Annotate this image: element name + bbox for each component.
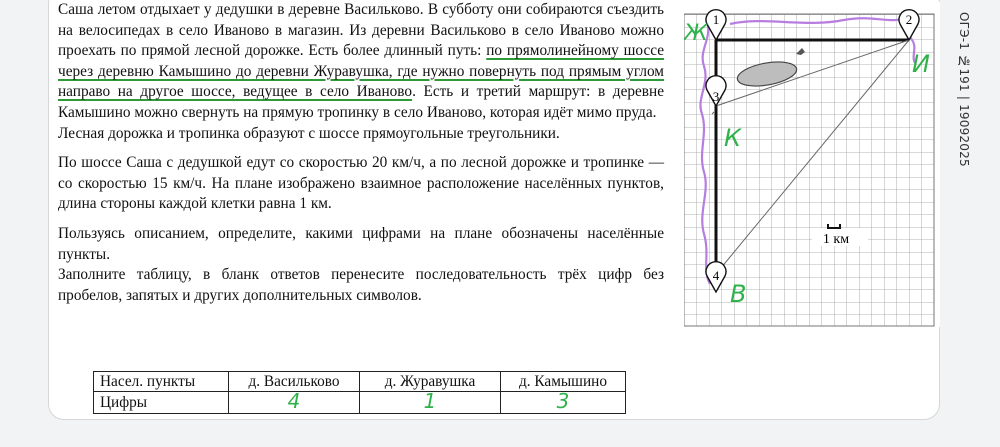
handwritten-letter-k: К bbox=[724, 124, 742, 152]
text-fragment: Саша летом отдыхает у дедушки в деревне Васильково. В субботу они собираются съездить на велосипедах в село Иваново в магазин. Из деревни Васильково в село Иваново можно проехать по прямой лесной дорожке. Есть более длинный путь: bbox=[58, 1, 664, 60]
sidebar-label: ОГЭ-1 №191 | 19092025 bbox=[957, 12, 971, 167]
handwritten-digit: 4 bbox=[287, 389, 301, 413]
answer-cell[interactable] bbox=[360, 389, 501, 414]
svg-text:2: 2 bbox=[905, 12, 913, 27]
problem-text bbox=[58, 0, 664, 306]
map-plan bbox=[684, 2, 940, 327]
svg-text:4: 4 bbox=[712, 268, 720, 283]
svg-text:3: 3 bbox=[712, 89, 720, 104]
table-answer-row bbox=[94, 392, 626, 414]
handwritten-letter-v: В bbox=[730, 280, 747, 308]
paragraph-1-last: Лесная дорожка и тропинка образуют с шоссе прямоугольные треугольники. bbox=[58, 124, 560, 142]
paragraph-3b: Заполните таблицу, в бланк ответов перенесите последовательность трёх цифр без пробелов, запятых и других дополнительных символов. bbox=[58, 266, 664, 304]
answer-table bbox=[93, 371, 626, 414]
table-cell: Цифры bbox=[94, 392, 229, 414]
handwritten-letter-i: И bbox=[912, 50, 930, 78]
handwritten-letter-zh: Ж bbox=[684, 21, 708, 46]
answer-cell[interactable] bbox=[229, 389, 360, 414]
text-fragment: . Есть и третий маршрут: в деревне Камышино можно свернуть на прямую тропинку в село Иваново, которая идёт мимо пруда. bbox=[58, 83, 664, 121]
paragraph-1 bbox=[58, 0, 664, 124]
table-cell: д. Камышино bbox=[501, 372, 626, 392]
svg-text:1: 1 bbox=[712, 12, 720, 27]
answer-cell[interactable] bbox=[501, 389, 626, 414]
table-header-row bbox=[94, 372, 626, 392]
paragraph-3a: Пользуясь описанием, определите, какими цифрами на плане обозначены населённые пункты. bbox=[58, 224, 664, 263]
handwritten-digit: 3 bbox=[556, 389, 570, 413]
handwritten-digit: 1 bbox=[423, 389, 437, 413]
scale-label: 1 км bbox=[822, 232, 850, 247]
table-cell: д. Васильково bbox=[229, 372, 360, 392]
paragraph-2: По шоссе Саша с дедушкой едут со скоростью 20 км/ч, а по лесной дорожке и тропинке — со скоростью 15 км/ч. На плане изображено взаимное расположение населённых пунктов, длина стороны каждой клетки равна 1 км. bbox=[58, 154, 664, 213]
underlined-fragment: по прямолинейному шоссе через деревню Камышино до деревни Журавушка, где нужно повернуть под прямым углом направо на другое шоссе, ведущее в село Иваново bbox=[58, 42, 664, 101]
table-cell: Насел. пункты bbox=[94, 372, 229, 392]
table-cell: д. Журавушка bbox=[360, 372, 501, 392]
